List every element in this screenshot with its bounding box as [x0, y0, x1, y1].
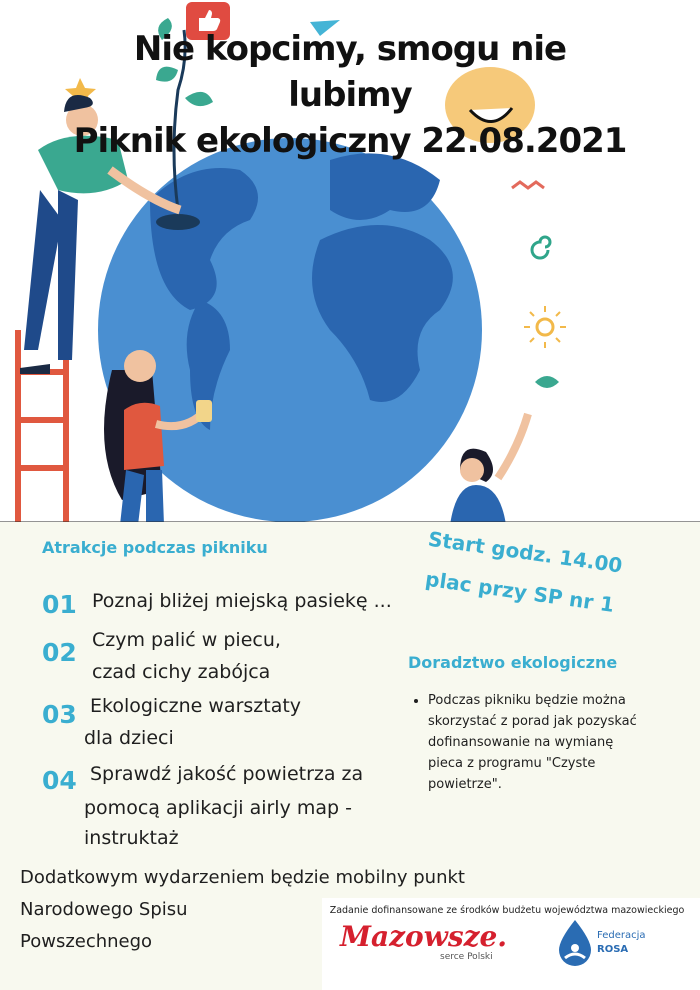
attraction-item-01: Poznaj bliżej miejską pasiekę ...	[92, 590, 392, 612]
person-waving	[450, 414, 528, 525]
leaf-icon	[535, 376, 559, 388]
attraction-number-04: 04	[42, 766, 77, 795]
attraction-item-04-line3: instruktaż	[84, 827, 179, 849]
advice-bullet: • Podczas pikniku będzie można skorzystać z porad jak pozyskać dofinansowanie na wymianę pieca z programu "Czyste powietrze".	[428, 690, 673, 795]
zigzag-decoration	[512, 182, 544, 188]
extra-event-text: Dodatkowym wydarzeniem będzie mobilny punkt Narodowego Spisu Powszechnego	[20, 867, 465, 952]
start-place: plac przy SP nr 1	[423, 566, 616, 617]
start-time: Start godz. 14.00	[426, 526, 624, 578]
attractions-heading: Atrakcje podczas pikniku	[42, 538, 268, 557]
attraction-item-02: Czym palić w piecu, czad cichy zabójca	[92, 629, 281, 683]
sun-small-icon	[524, 306, 566, 348]
attraction-item-03-line2: dla dzieci	[84, 727, 174, 749]
rosa-label: ROSA	[597, 944, 629, 955]
attraction-number-01: 01	[42, 590, 77, 619]
title-line-1: Nie kopcimy, smogu nie	[133, 29, 567, 69]
advice-list	[408, 690, 673, 795]
mazowsze-logo: Mazowsze.	[340, 920, 508, 953]
sponsor-note: Zadanie dofinansowane ze środków budżetu województwa mazowieckiego	[329, 905, 685, 916]
federacja-label: Federacja	[597, 930, 646, 941]
attraction-number-03: 03	[42, 700, 77, 729]
title-line-3: Piknik ekologiczny 22.08.2021	[73, 121, 627, 161]
poster-title	[0, 26, 700, 164]
advice-heading: Doradztwo ekologiczne	[408, 653, 618, 672]
federacja-rosa-logo-icon	[555, 918, 595, 968]
attraction-item-03: Ekologiczne warsztaty	[90, 695, 302, 717]
title-line-2: lubimy	[288, 75, 412, 115]
attraction-item-04-line2: pomocą aplikacji airly map -	[84, 797, 352, 819]
attraction-number-02: 02	[42, 638, 77, 667]
attraction-item-04: Sprawdź jakość powietrza za	[90, 763, 364, 785]
spiral-decoration	[532, 237, 550, 258]
mazowsze-tagline: serce Polski	[440, 952, 493, 962]
